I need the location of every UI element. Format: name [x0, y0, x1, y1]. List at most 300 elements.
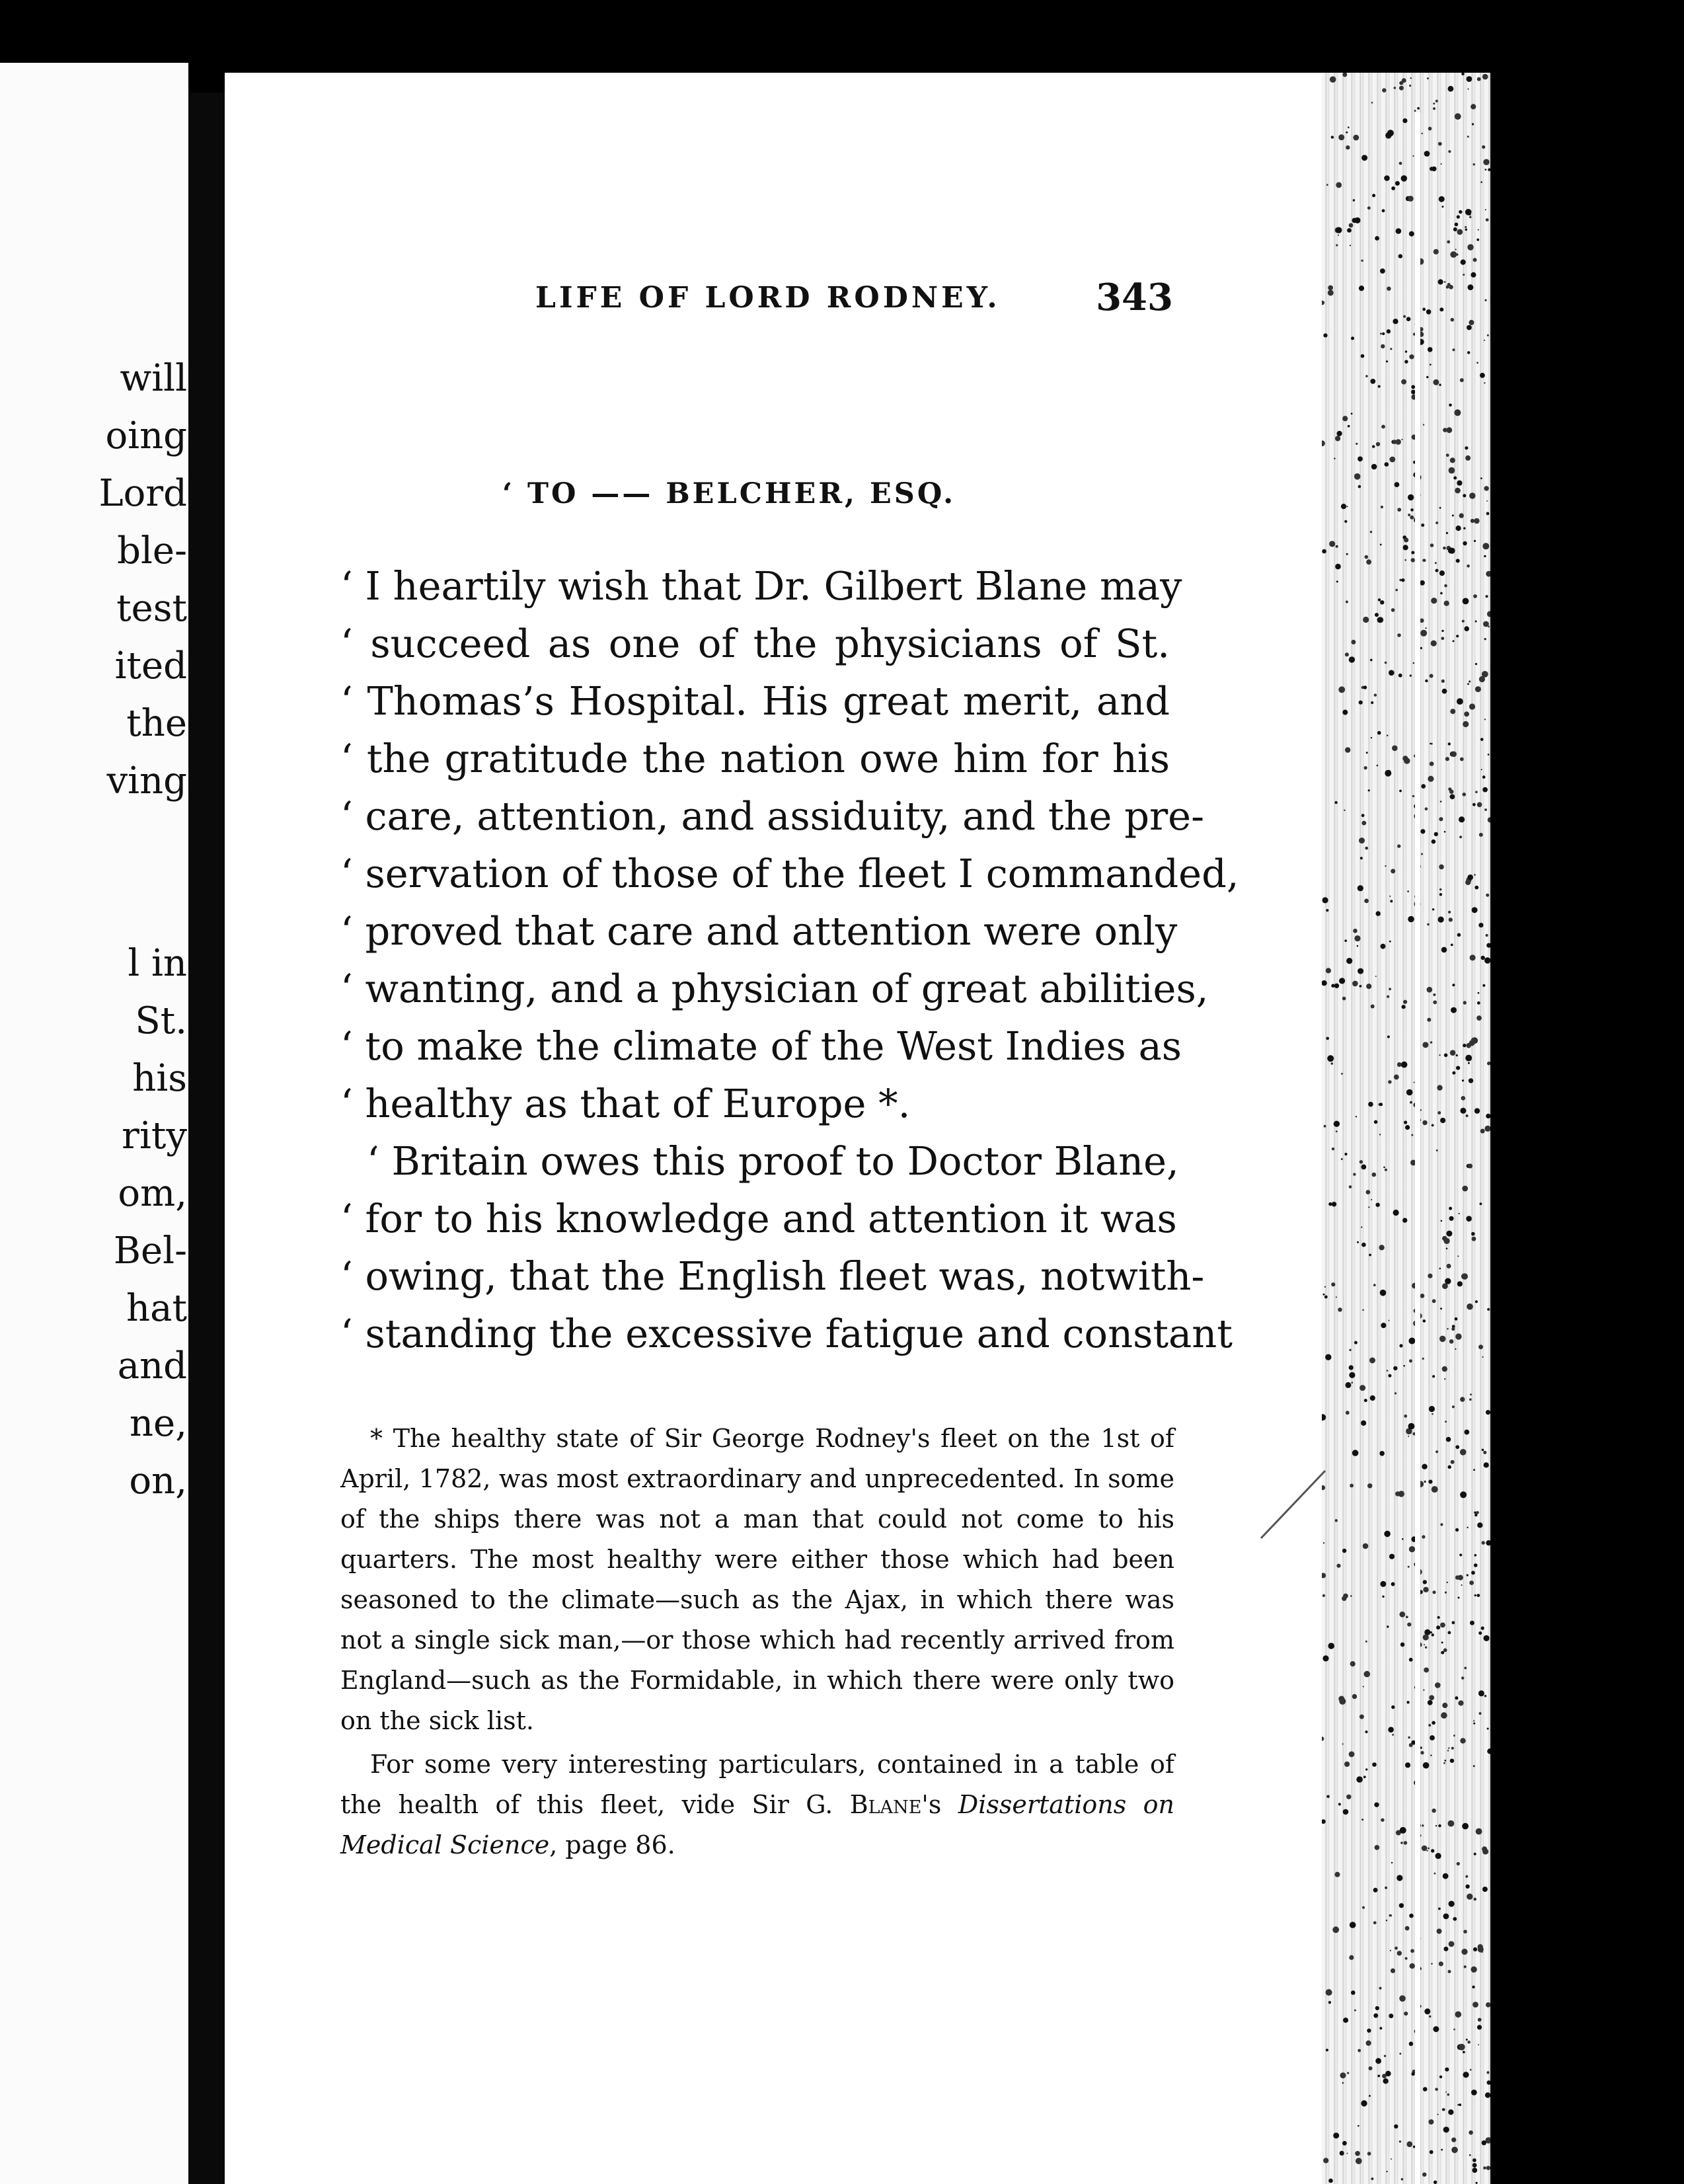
edge-speck: [1461, 1096, 1466, 1101]
edge-speck: [1422, 1464, 1427, 1469]
edge-speck: [1478, 992, 1480, 994]
edge-speck: [1460, 758, 1464, 761]
edge-speck: [1340, 2151, 1344, 2156]
edge-speck: [1328, 2001, 1331, 2004]
edge-speck: [1463, 721, 1469, 727]
edge-speck: [1366, 1190, 1371, 1194]
edge-speck: [1463, 274, 1465, 276]
edge-speck: [1467, 244, 1473, 250]
reference-title-part2: Medical Science: [340, 1830, 550, 1859]
edge-speck: [1398, 1491, 1404, 1497]
edge-speck: [1427, 923, 1430, 926]
edge-speck: [1327, 1055, 1334, 1062]
edge-speck: [1439, 865, 1444, 870]
edge-speck: [1346, 1411, 1350, 1415]
edge-speck: [1385, 1887, 1387, 1889]
edge-speck: [1335, 1519, 1338, 1522]
edge-speck: [1448, 742, 1451, 745]
edge-speck: [1488, 817, 1490, 822]
edge-speck: [1482, 543, 1489, 549]
edge-speck: [1330, 1062, 1333, 1065]
edge-speck: [1474, 1514, 1477, 1516]
edge-speck: [1455, 1528, 1459, 1532]
edge-speck: [1363, 685, 1367, 689]
edge-speck: [1375, 1845, 1380, 1850]
edge-speck: [1409, 1546, 1415, 1552]
edge-speck: [1400, 1643, 1405, 1647]
right-page: [225, 73, 1322, 2184]
edge-speck: [1426, 1850, 1428, 1852]
edge-speck: [1439, 1054, 1440, 1056]
edge-speck: [1446, 1248, 1448, 1250]
edge-speck: [1353, 135, 1359, 141]
edge-speck: [1447, 1328, 1448, 1329]
edge-speck: [1473, 1720, 1474, 1721]
edge-speck: [1336, 1564, 1340, 1568]
edge-speck: [1375, 976, 1377, 977]
edge-speck: [1477, 77, 1481, 81]
edge-speck: [1483, 159, 1489, 165]
edge-speck: [1449, 404, 1452, 407]
edge-speck: [1395, 181, 1400, 186]
page-number: 343: [1096, 276, 1173, 319]
edge-speck: [1429, 1695, 1434, 1700]
edge-speck: [1444, 1054, 1448, 1058]
edge-speck: [1405, 1926, 1410, 1931]
edge-speck: [1335, 564, 1341, 570]
edge-speck: [1387, 329, 1391, 333]
edge-speck: [1395, 482, 1400, 487]
running-head: [311, 276, 1173, 327]
edge-speck: [1336, 182, 1342, 188]
edge-speck: [1432, 1486, 1438, 1493]
edge-speck: [1484, 299, 1486, 301]
edge-speck: [1470, 955, 1476, 960]
edge-speck: [1387, 1625, 1389, 1627]
left-page-line: the: [126, 702, 187, 745]
edge-speck: [1456, 559, 1460, 563]
edge-speck: [1379, 1134, 1381, 1135]
edge-speck: [1475, 686, 1481, 692]
edge-speck: [1451, 318, 1455, 322]
edge-speck: [1347, 228, 1352, 233]
letter-line: ‘ healthy as that of Europe *.: [340, 1081, 911, 1126]
edge-speck: [1447, 2093, 1450, 2096]
edge-speck: [1393, 440, 1397, 444]
edge-speck: [1452, 1405, 1455, 1408]
edge-speck: [1401, 578, 1404, 582]
edge-speck: [1422, 1042, 1428, 1048]
edge-speck: [1324, 1286, 1326, 1288]
edge-speck: [1361, 1226, 1362, 1228]
edge-speck: [1407, 1623, 1411, 1627]
edge-speck: [1441, 630, 1443, 632]
edge-speck: [1324, 1296, 1328, 1299]
edge-speck: [1346, 601, 1348, 604]
edge-speck: [1342, 73, 1347, 77]
edge-speck: [1448, 1631, 1451, 1635]
edge-speck: [1422, 2173, 1426, 2177]
edge-speck: [1426, 309, 1432, 315]
edge-speck: [1451, 1007, 1457, 1013]
edge-speck: [1398, 254, 1402, 258]
edge-speck: [1423, 424, 1424, 425]
edge-speck: [1434, 1873, 1436, 1875]
edge-speck: [1389, 670, 1395, 676]
edge-speck: [1438, 142, 1442, 146]
edge-speck: [1481, 769, 1482, 770]
edge-speck: [1434, 249, 1439, 254]
edge-speck: [1361, 155, 1367, 161]
edge-speck: [1441, 680, 1445, 683]
edge-speck: [1379, 1245, 1384, 1250]
edge-speck: [1484, 808, 1487, 811]
edge-speck: [1385, 462, 1389, 467]
edge-speck: [1375, 2006, 1379, 2010]
edge-speck: [1375, 236, 1379, 241]
edge-speck: [1480, 373, 1485, 378]
footnote-reference-line: [340, 1786, 1174, 1823]
edge-speck: [1401, 379, 1406, 385]
edge-speck: [1350, 1595, 1352, 1596]
edge-speck: [1474, 1108, 1480, 1113]
edge-speck: [1391, 608, 1395, 612]
edge-speck: [1441, 637, 1444, 640]
edge-speck: [1380, 268, 1385, 274]
edge-speck: [1439, 507, 1441, 509]
footnote-reference-line-end: [340, 1826, 1174, 1863]
edge-speck: [1391, 869, 1395, 873]
edge-speck: [1486, 512, 1490, 516]
edge-speck: [1410, 1101, 1412, 1104]
edge-speck: [1480, 1202, 1482, 1205]
edge-speck: [1441, 2149, 1443, 2151]
edge-speck: [1402, 118, 1407, 123]
edge-speck: [1357, 1241, 1359, 1243]
edge-speck: [1335, 436, 1340, 441]
edge-speck: [1474, 518, 1479, 524]
edge-speck: [1386, 360, 1388, 362]
edge-speck: [1322, 1655, 1328, 1661]
edge-speck: [1380, 544, 1382, 546]
edge-speck: [1445, 1421, 1447, 1423]
edge-speck: [1361, 1421, 1366, 1426]
edge-speck: [1472, 1986, 1474, 1988]
edge-speck: [1383, 1294, 1384, 1296]
edge-speck: [1390, 348, 1392, 350]
edge-speck: [1422, 1120, 1427, 1125]
edge-speck: [1448, 2109, 1453, 2115]
edge-speck: [1355, 2151, 1360, 2156]
edge-speck: [1368, 1102, 1373, 1107]
edge-speck: [1449, 1901, 1455, 1907]
edge-speck: [1424, 1481, 1426, 1483]
edge-speck: [1465, 455, 1471, 461]
edge-speck: [1439, 893, 1442, 896]
edge-speck: [1336, 1296, 1337, 1298]
edge-speck: [1471, 1232, 1475, 1236]
edge-speck: [1467, 2041, 1471, 2044]
edge-speck: [1455, 223, 1459, 227]
edge-speck: [1360, 857, 1363, 859]
edge-speck: [1484, 1126, 1490, 1132]
edge-speck: [1448, 1747, 1449, 1748]
edge-speck: [1466, 1216, 1472, 1222]
edge-speck: [1424, 1644, 1425, 1645]
page-edge-stack: [1322, 73, 1490, 2184]
edge-speck: [1487, 1748, 1490, 1754]
edge-speck: [1409, 1914, 1414, 1918]
edge-speck: [1441, 1641, 1443, 1643]
edge-speck: [1356, 443, 1358, 445]
edge-speck: [1341, 1158, 1343, 1160]
edge-speck: [1430, 1754, 1432, 1756]
edge-speck: [1361, 260, 1363, 262]
edge-speck: [1385, 770, 1391, 777]
edge-speck: [1358, 2049, 1361, 2052]
edge-speck: [1340, 2072, 1346, 2078]
edge-speck: [1425, 680, 1428, 682]
edge-speck: [1471, 272, 1476, 278]
edge-speck: [1484, 382, 1485, 383]
edge-speck: [1473, 1469, 1475, 1471]
edge-speck: [1330, 76, 1336, 83]
edge-speck: [1432, 1590, 1435, 1594]
left-page-line: test: [116, 587, 187, 630]
edge-speck: [1380, 1581, 1386, 1587]
edge-speck: [1438, 1908, 1441, 1910]
edge-speck: [1389, 457, 1395, 463]
edge-speck: [1345, 747, 1350, 752]
edge-speck: [1339, 978, 1345, 984]
edge-speck: [1384, 175, 1390, 181]
edge-speck: [1472, 2167, 1477, 2173]
edge-speck: [1386, 1920, 1387, 1921]
edge-speck: [1346, 553, 1348, 555]
edge-speck: [1410, 675, 1412, 677]
edge-speck: [1349, 1751, 1355, 1757]
edge-speck: [1322, 1819, 1326, 1824]
edge-speck: [1449, 1941, 1455, 1947]
edge-speck: [1469, 680, 1471, 682]
edge-speck: [1468, 1062, 1470, 1064]
edge-speck: [1343, 1809, 1349, 1815]
edge-speck: [1432, 1299, 1436, 1303]
edge-speck: [1368, 1206, 1369, 1208]
edge-speck: [1467, 875, 1473, 880]
edge-speck: [1449, 1339, 1454, 1344]
edge-speck: [1334, 458, 1335, 459]
edge-speck: [1441, 1712, 1447, 1719]
edge-speck: [1332, 1202, 1336, 1206]
edge-speck: [1407, 890, 1409, 892]
edge-speck: [1346, 145, 1350, 149]
edge-speck: [1432, 1809, 1435, 1813]
edge-speck: [1365, 1641, 1367, 1643]
edge-speck: [1432, 1633, 1434, 1636]
edge-speck: [1362, 1906, 1365, 1909]
edge-speck: [1385, 662, 1387, 664]
edge-speck: [1332, 1926, 1339, 1933]
edge-speck: [1450, 1050, 1456, 1056]
edge-speck: [1436, 1150, 1438, 1151]
edge-speck: [1370, 379, 1375, 384]
edge-speck: [1455, 488, 1461, 494]
left-page-line: on,: [129, 1460, 187, 1502]
edge-speck: [1370, 659, 1373, 662]
letter-line: ‘ care, attention, and assiduity, and the pre-: [340, 793, 1205, 839]
edge-speck: [1473, 2158, 1476, 2162]
edge-speck: [1385, 1169, 1387, 1171]
edge-speck: [1452, 514, 1454, 516]
edge-speck: [1380, 332, 1382, 334]
letter-line: ‘ servation of those of the fleet I commanded,: [340, 851, 1239, 896]
edge-speck: [1470, 2069, 1472, 2071]
edge-speck: [1399, 790, 1402, 793]
edge-speck: [1464, 1965, 1467, 1968]
edge-speck: [1363, 1775, 1366, 1778]
reference-lead: the health of this fleet, vide Sir G.: [340, 1790, 833, 1819]
edge-speck: [1391, 1705, 1395, 1709]
edge-speck: [1379, 1451, 1385, 1456]
edge-speck: [1399, 1344, 1402, 1347]
edge-speck: [1443, 547, 1446, 550]
edge-speck: [1432, 1375, 1435, 1378]
left-page-line: St.: [135, 999, 187, 1042]
edge-speck: [1462, 1079, 1464, 1081]
edge-speck: [1430, 2150, 1434, 2154]
edge-speck: [1388, 1374, 1391, 1378]
edge-speck: [1486, 2002, 1490, 2008]
letter-line: ‘ to make the climate of the West Indies as: [340, 1023, 1182, 1069]
edge-speck: [1474, 874, 1475, 875]
edge-speck: [1382, 332, 1385, 335]
edge-speck: [1461, 260, 1466, 265]
edge-speck: [1405, 1957, 1408, 1960]
edge-speck: [1455, 1348, 1456, 1350]
edge-speck: [1467, 76, 1473, 82]
edge-speck: [1453, 2029, 1455, 2031]
edge-speck: [1465, 1055, 1472, 1062]
edge-speck: [1487, 611, 1490, 617]
edge-speck: [1334, 801, 1337, 804]
edge-speck: [1356, 2158, 1362, 2164]
edge-speck: [1485, 169, 1487, 171]
footnote-line: For some very interesting particulars, contained in a table of: [370, 1750, 1174, 1779]
edge-speck: [1463, 541, 1467, 545]
edge-speck: [1446, 1231, 1452, 1237]
edge-speck: [1457, 1255, 1459, 1257]
edge-speck: [1328, 2179, 1333, 2183]
edge-speck: [1420, 1751, 1424, 1754]
edge-speck: [1439, 1268, 1441, 1270]
edge-speck: [1436, 1625, 1440, 1629]
running-title: LIFE OF LORD RODNEY.: [535, 281, 1001, 315]
edge-speck: [1437, 1085, 1442, 1090]
edge-speck: [1389, 896, 1391, 897]
edge-speck: [1440, 592, 1443, 595]
edge-speck: [1366, 559, 1371, 565]
edge-speck: [1397, 1951, 1402, 1955]
edge-speck: [1352, 981, 1358, 987]
edge-speck: [1378, 385, 1381, 388]
edge-speck: [1413, 662, 1414, 664]
edge-speck: [1403, 1000, 1407, 1004]
edge-speck: [1384, 1531, 1391, 1538]
edge-speck: [1361, 814, 1365, 817]
edge-speck: [1382, 88, 1386, 92]
edge-speck: [1389, 2013, 1393, 2018]
edge-speck: [1451, 944, 1453, 947]
edge-speck: [1469, 1078, 1473, 1083]
edge-speck: [1457, 215, 1460, 219]
edge-speck: [1444, 584, 1447, 588]
edge-speck: [1434, 2181, 1437, 2184]
edge-speck: [1473, 2163, 1477, 2167]
edge-speck: [1463, 2072, 1469, 2078]
edge-speck: [1474, 1563, 1478, 1567]
edge-speck: [1379, 1103, 1383, 1106]
edge-speck: [1404, 360, 1408, 364]
edge-speck: [1353, 929, 1358, 933]
edge-speck: [1423, 1690, 1424, 1691]
edge-speck: [1385, 865, 1386, 867]
edge-speck: [1482, 145, 1485, 149]
edge-speck: [1447, 241, 1450, 244]
edge-speck: [1464, 1430, 1469, 1435]
edge-speck: [1438, 917, 1444, 923]
edge-speck: [1394, 2125, 1398, 2128]
edge-speck: [1365, 1768, 1367, 1770]
footnote-line: on the sick list.: [340, 1706, 534, 1735]
edge-speck: [1435, 562, 1437, 564]
edge-speck: [1359, 286, 1364, 291]
edge-speck: [1404, 1120, 1407, 1124]
edge-speck: [1374, 1120, 1378, 1124]
edge-speck: [1332, 1148, 1334, 1150]
edge-speck: [1481, 1627, 1484, 1630]
edge-speck: [1455, 2011, 1462, 2018]
edge-speck: [1351, 1990, 1356, 1995]
edge-speck: [1453, 477, 1457, 480]
edge-speck: [1331, 136, 1334, 138]
edge-speck: [1458, 1597, 1460, 1599]
edge-speck: [1483, 1451, 1486, 1454]
edge-speck: [1364, 1399, 1367, 1402]
edge-speck: [1479, 676, 1485, 682]
edge-speck: [1439, 196, 1445, 202]
edge-speck: [1378, 598, 1381, 601]
edge-speck: [1462, 620, 1465, 623]
edge-speck: [1482, 775, 1486, 779]
edge-speck: [1365, 375, 1368, 377]
edge-speck: [1449, 1216, 1453, 1221]
edge-speck: [1337, 431, 1342, 436]
edge-speck: [1433, 379, 1439, 385]
edge-speck: [1478, 923, 1483, 927]
edge-speck: [1488, 626, 1490, 628]
edge-speck: [1356, 1776, 1363, 1783]
edge-speck: [1372, 445, 1375, 448]
left-page-line: his: [132, 1057, 187, 1100]
edge-speck: [1336, 580, 1338, 582]
left-page-line: om,: [118, 1172, 187, 1215]
edge-speck: [1357, 945, 1359, 947]
edge-speck: [1467, 1304, 1473, 1310]
edge-speck: [1376, 442, 1380, 446]
edge-speck: [1351, 336, 1354, 340]
edge-speck: [1447, 1264, 1451, 1268]
